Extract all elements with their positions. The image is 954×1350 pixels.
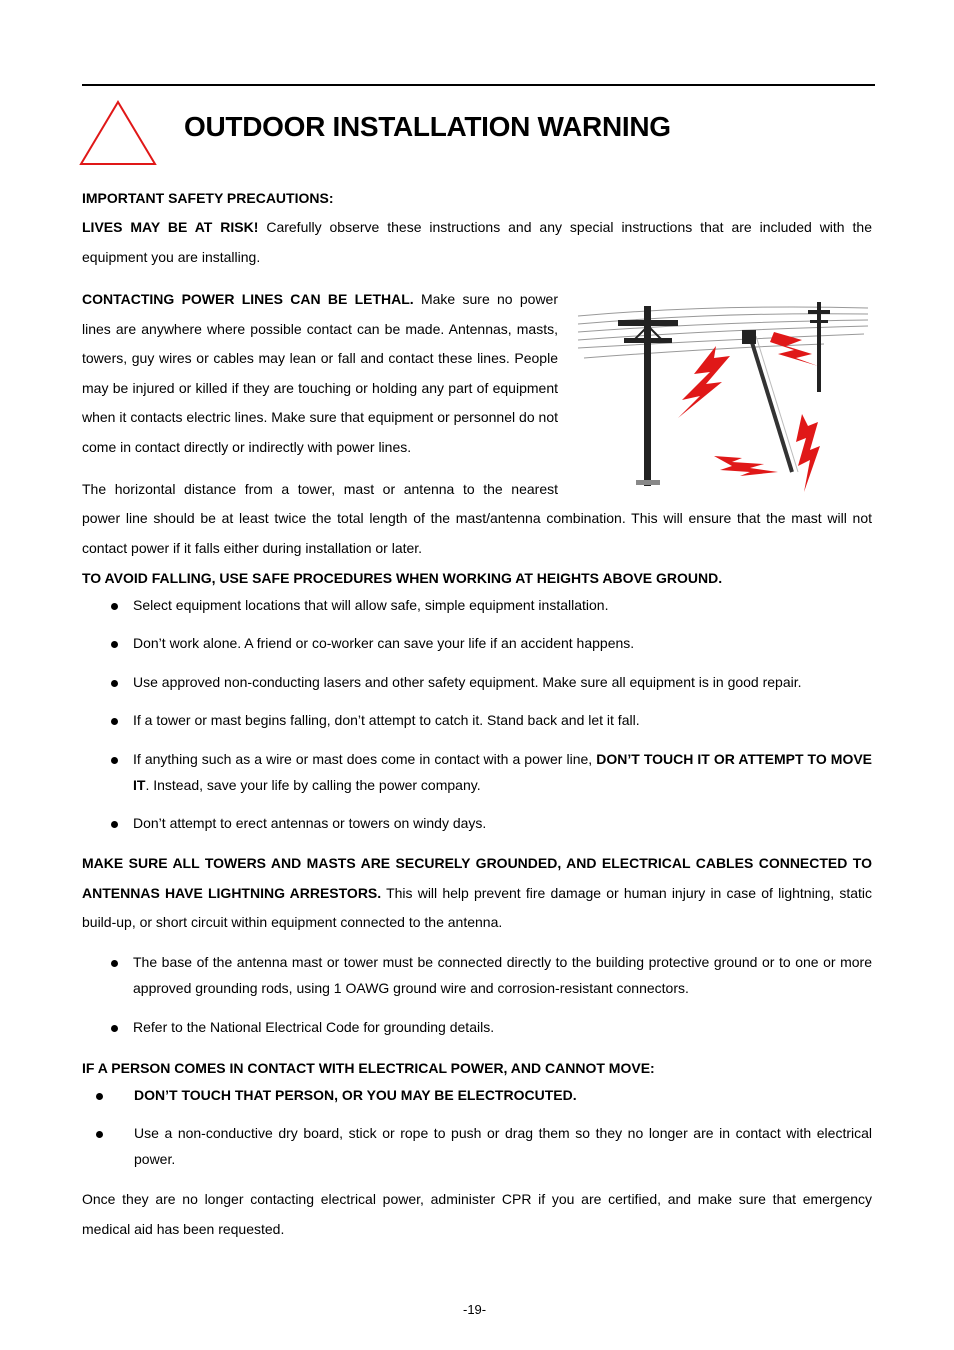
bullet-text: The base of the antenna mast or tower must be connected directly to the building protective ground or to one or more approved grounding rods, using 1 OAWG ground wire and corrosion-resistant connectors. — [133, 954, 872, 996]
bullet-dot — [111, 960, 118, 967]
bullet-text: Refer to the National Electrical Code for grounding details. — [133, 1019, 495, 1035]
wire-bullet-pre: If anything such as a wire or mast does come in contact with a power line, — [133, 751, 597, 767]
lives-paragraph — [82, 213, 872, 272]
bullet-dot — [96, 1131, 103, 1138]
list-item — [111, 950, 872, 1002]
horizontal-line1 — [82, 475, 558, 505]
list-item — [111, 631, 872, 657]
list-item — [111, 811, 872, 837]
bullet-text: DON’T TOUCH THAT PERSON, OR YOU MAY BE ELECTROCUTED. — [134, 1087, 577, 1103]
power-line-illustration — [574, 296, 874, 496]
wire-bullet-post: . Instead, save your life by calling the power company. — [145, 776, 481, 793]
grounded-bold: MAKE SURE ALL TOWERS AND MASTS ARE SECURELY GROUNDED, AND ELECTRICAL CABLES CONNECTED TO ANTENNAS HAVE LIGHTNING ARRESTORS. — [82, 855, 872, 901]
falling-heading: TO AVOID FALLING, USE SAFE PROCEDURES WHEN WORKING AT HEIGHTS ABOVE GROUND. — [82, 570, 723, 586]
grounded-paragraph — [82, 849, 872, 938]
warning-triangle-icon — [78, 99, 158, 167]
list-item — [111, 593, 872, 619]
bullet-text: Don’t attempt to erect antennas or towers on windy days. — [133, 815, 487, 831]
closing-paragraph — [82, 1185, 872, 1244]
lives-bold: LIVES MAY BE AT RISK! — [82, 219, 259, 235]
bullet-dot — [111, 821, 118, 828]
contact-paragraph — [82, 285, 558, 462]
contact-bold: CONTACTING POWER LINES CAN BE LETHAL. — [82, 291, 414, 307]
page-number: -19- — [463, 1302, 487, 1317]
precautions-heading: IMPORTANT SAFETY PRECAUTIONS: — [82, 190, 334, 206]
horizontal-line1-text: The horizontal distance from a tower, mast or antenna to the nearest — [82, 481, 558, 497]
bullet-dot — [111, 603, 118, 610]
list-item — [111, 1015, 872, 1041]
list-item — [96, 1121, 872, 1173]
bullet-dot — [111, 641, 118, 648]
lives-text: Carefully observe these instructions and any special instructions that are included with the equipment you are installing. — [82, 219, 872, 265]
bullet-dot — [111, 680, 118, 687]
bullet-text: Use a non-conductive dry board, stick or rope to push or drag them so they no longer are in contact with electrical power. — [134, 1125, 872, 1167]
bullet-text: Select equipment locations that will allow safe, simple equipment installation. — [133, 597, 609, 613]
bullet-text — [133, 747, 872, 798]
list-item — [96, 1083, 872, 1109]
list-item — [111, 670, 872, 696]
list-item — [111, 747, 872, 799]
grounded-text: This will help prevent fire damage or human injury in case of lightning, static build-up, or short circuit within equipment connected to the antenna. — [82, 884, 873, 930]
person-heading: IF A PERSON COMES IN CONTACT WITH ELECTRICAL POWER, AND CANNOT MOVE: — [82, 1060, 655, 1076]
closing-text: Once they are no longer contacting electrical power, administer CPR if you are certified, and make sure that emergency medical aid has been requested. — [82, 1191, 872, 1237]
bullet-text: If a tower or mast begins falling, don’t attempt to catch it. Stand back and let it fall. — [133, 712, 640, 728]
header-rule — [82, 84, 875, 86]
contact-text: Make sure no power lines are anywhere where possible contact can be made. Antennas, masts, towers, guy wires or cables may lean or fall and contact these lines. People may be injured or killed if they are touching or holding any part of equipment when it contacts electric lines. Make sure that equipment or personnel do not come in contact directly or indirectly with power lines. — [82, 291, 559, 455]
bullet-dot — [96, 1093, 103, 1100]
wire-bullet-bold: DON’T TOUCH IT OR ATTEMPT TO MOVE IT — [133, 751, 873, 793]
bullet-dot — [111, 718, 118, 725]
page-title: OUTDOOR INSTALLATION WARNING — [184, 111, 671, 142]
horizontal-paragraph — [82, 504, 872, 563]
bullet-text: Don’t work alone. A friend or co-worker can save your life if an accident happens. — [133, 635, 635, 651]
bullet-text: Use approved non-conducting lasers and other safety equipment. Make sure all equipment is in good repair. — [133, 674, 802, 690]
list-item — [111, 708, 872, 734]
bullet-dot — [111, 757, 118, 764]
bullet-dot — [111, 1025, 118, 1032]
horizontal-rest-text: power line should be at least twice the total length of the mast/antenna combination. This will ensure that the mast will not contact power if it falls either during installation or later. — [82, 510, 872, 556]
